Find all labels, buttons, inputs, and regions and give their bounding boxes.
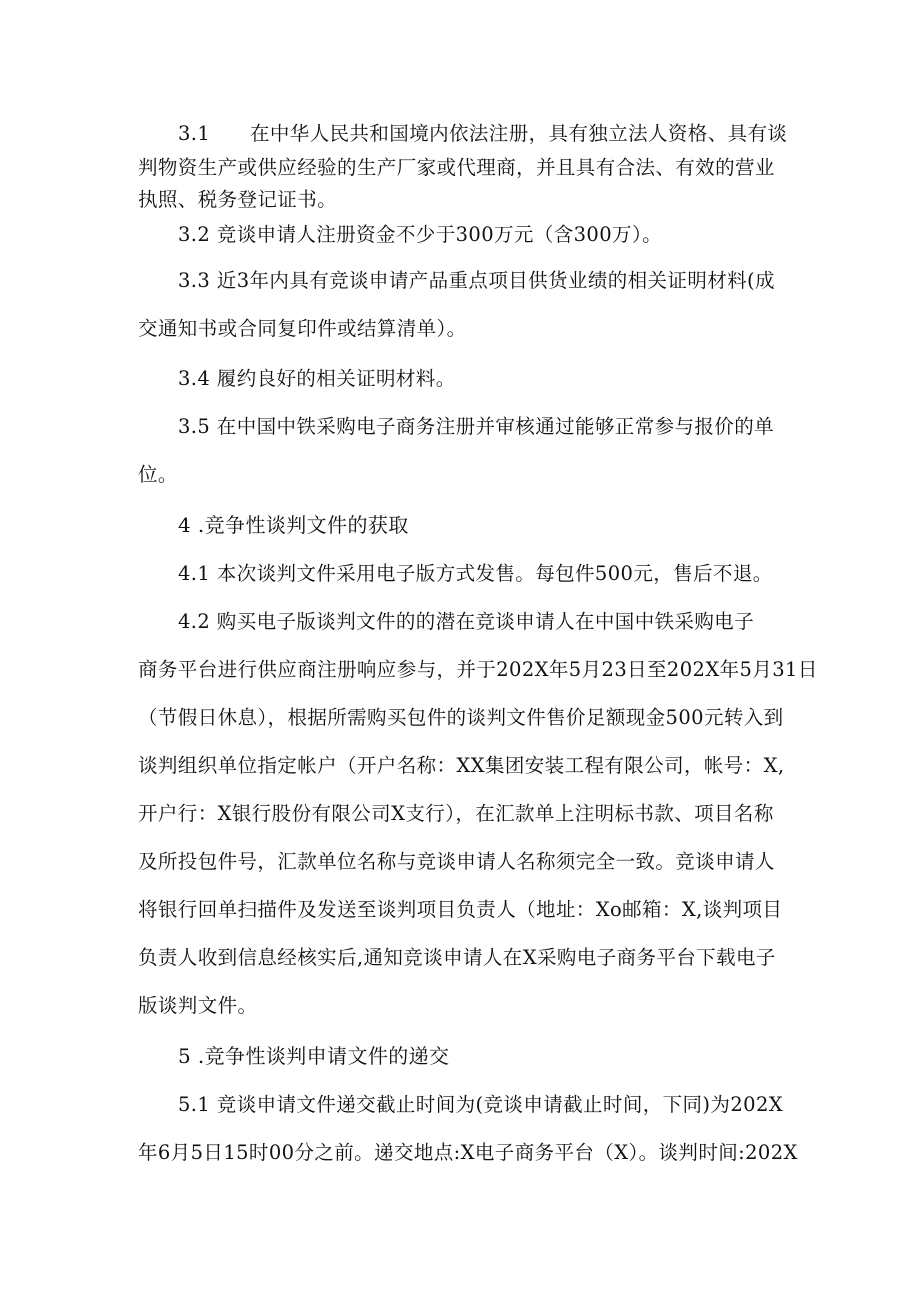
- section-5-heading: 5 .竞争性谈判申请文件的递交: [178, 1044, 450, 1068]
- section-4-heading: 4 .竞争性谈判文件的获取: [178, 513, 409, 537]
- clause-4-2-line-6: 及所投包件号，汇款单位名称与竞谈申请人名称须完全一致。竞谈申请人: [138, 850, 775, 873]
- clause-3-3-line-1: 3.3 近3年内具有竞谈申请产品重点项目供货业绩的相关证明材料(成: [178, 269, 775, 292]
- clause-4-2-line-5: 开户行：X银行股份有限公司X支行），在汇款单上注明标书款、项目名称: [138, 802, 774, 825]
- clause-4-2-line-1: 4.2 购买电子版谈判文件的的潜在竞谈申请人在中国中铁采购电子: [178, 610, 755, 633]
- clause-5-1-line-2: 年6月5日15时00分之前。递交地点:X电子商务平台（X）。谈判时间:202X: [138, 1141, 798, 1164]
- clause-4-2-line-7: 将银行回单扫描件及发送至谈判项目负责人（地址：Xo邮箱：X,谈判项目: [138, 898, 783, 921]
- clause-5-1-line-1: 5.1 竞谈申请文件递交截止时间为(竞谈申请截止时间，下同)为202X: [178, 1093, 784, 1116]
- clause-3-5-line-1: 3.5 在中国中铁采购电子商务注册并审核通过能够正常参与报价的单: [178, 415, 775, 438]
- clause-3-3-line-2: 交通知书或合同复印件或结算清单）。: [138, 317, 467, 340]
- clause-4-2-line-2: 商务平台进行供应商注册响应参与，并于202X年5月23日至202X年5月31日: [138, 658, 818, 681]
- clause-3-5-line-2: 位。: [138, 463, 178, 486]
- clause-4-2-line-3: （节假日休息），根据所需购买包件的谈判文件售价足额现金500元转入到: [138, 706, 784, 729]
- clause-4-1: 4.1 本次谈判文件采用电子版方式发售。每包件500元，售后不退。: [178, 562, 773, 585]
- clause-3-1-line-2: 判物资生产或供应经验的生产厂家或代理商，并且具有合法、有效的营业: [138, 156, 775, 179]
- clause-4-2-line-9: 版谈判文件。: [138, 994, 258, 1017]
- clause-3-1-line-1: 3.1 在中华人民共和国境内依法注册，具有独立法人资格、具有谈: [178, 122, 788, 145]
- clause-4-2-line-8: 负责人收到信息经核实后,通知竞谈申请人在X采购电子商务平台下载电子: [138, 946, 776, 969]
- clause-4-2-line-4: 谈判组织单位指定帐户（开户名称：XX集团安装工程有限公司，帐号：X,: [138, 754, 785, 777]
- clause-3-1-line-3: 执照、税务登记证书。: [138, 188, 338, 211]
- clause-3-2: 3.2 竞谈申请人注册资金不少于300万元（含300万）。: [178, 223, 662, 246]
- clause-3-4: 3.4 履约良好的相关证明材料。: [178, 367, 456, 390]
